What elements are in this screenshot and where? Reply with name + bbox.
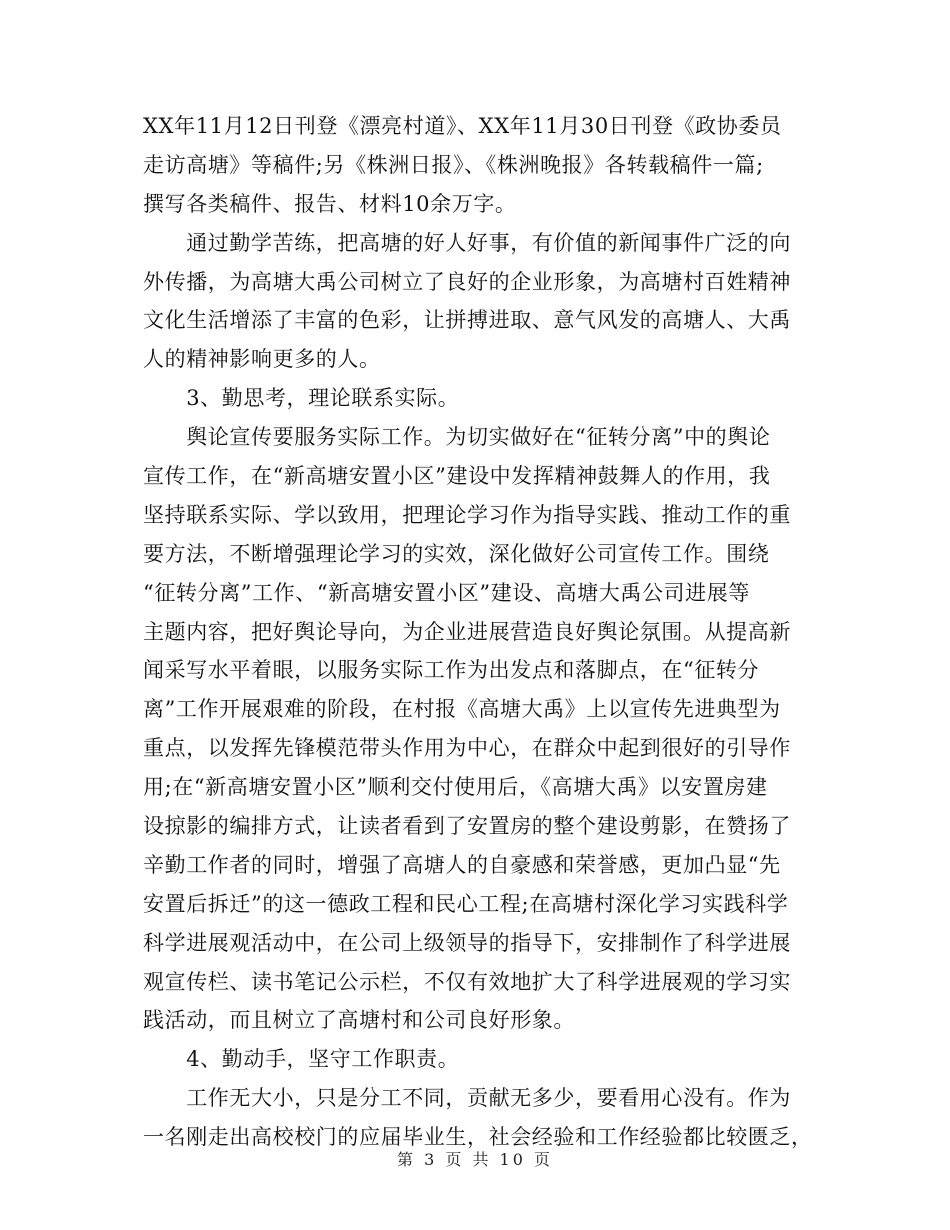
- text-line: “征转分离”工作、“新高塘安置小区”建设、高塘大禹公司进展等: [143, 580, 750, 605]
- text-line: 撰写各类稿件、报告、材料10余万字。: [143, 191, 517, 216]
- document-body: [143, 107, 813, 1157]
- text-line: 文化生活增添了丰富的色彩，让拼搏进取、意气风发的高塘人、大禹: [143, 308, 791, 333]
- text-line: 离”工作开展艰难的阶段，在村报《高塘大禹》上以宣传先进典型为: [143, 697, 781, 722]
- text-line: 重点，以发挥先锋模范带头作用为中心，在群众中起到很好的引导作: [143, 736, 791, 761]
- page-footer: 第 3 页 共 10 页: [397, 1150, 553, 1169]
- text-line: 外传播，为高塘大禹公司树立了良好的企业形象，为高塘村百姓精神: [143, 269, 791, 294]
- text-line: 辛勤工作者的同时，增强了高塘人的自豪感和荣誉感，更加凸显“先: [143, 852, 781, 877]
- text-line: 舆论宣传要服务实际工作。为切实做好在“征转分离”中的舆论: [143, 425, 771, 450]
- text-line: 坚持联系实际、学以致用，把理论学习作为指导实践、推动工作的重: [143, 502, 791, 527]
- text-line: 要方法，不断增强理论学习的实效，深化做好公司宣传工作。围绕: [143, 541, 770, 566]
- text-line: XX年11月12日刊登《漂亮村道》、XX年11月30日刊登《政协委员: [143, 114, 782, 138]
- text-line: 闻采写水平着眼，以服务实际工作为出发点和落脚点，在“征转分: [143, 658, 760, 683]
- text-line: 一名刚走出高校校门的应届毕业生，社会经验和工作经验都比较匮乏，: [143, 1125, 813, 1150]
- section-heading: 3、勤思考，理论联系实际。: [143, 386, 460, 411]
- text-line: 宣传工作，在“新高塘安置小区”建设中发挥精神鼓舞人的作用，我: [143, 464, 771, 489]
- text-line: 人的精神影响更多的人。: [143, 347, 381, 372]
- text-line: 科学进展观活动中，在公司上级领导的指导下，安排制作了科学进展: [143, 930, 791, 955]
- text-line: 安置后拆迁”的这一德政工程和民心工程;在高塘村深化学习实践科学: [143, 891, 789, 916]
- text-line: 工作无大小，只是分工不同，贡献无多少，要看用心没有。作为: [143, 1086, 791, 1111]
- text-line: 践活动，而且树立了高塘村和公司良好形象。: [143, 1008, 575, 1033]
- text-line: 通过勤学苦练，把高塘的好人好事，有价值的新闻事件广泛的向: [143, 230, 791, 255]
- text-line: 用;在“新高塘安置小区”顺利交付使用后，《高塘大禹》以安置房建: [143, 775, 768, 800]
- text-line: 走访高塘》等稿件;另《株洲日报》、《株洲晚报》各转载稿件一篇;: [143, 152, 764, 177]
- text-line: 观宣传栏、读书笔记公示栏，不仅有效地扩大了科学进展观的学习实: [143, 969, 791, 994]
- text-line: 设掠影的编排方式，让读者看到了安置房的整个建设剪影，在赞扬了: [143, 814, 791, 839]
- text-line: 主题内容，把好舆论导向，为企业进展营造良好舆论氛围。从提高新: [143, 619, 791, 644]
- section-heading: 4、勤动手，坚守工作职责。: [143, 1047, 460, 1072]
